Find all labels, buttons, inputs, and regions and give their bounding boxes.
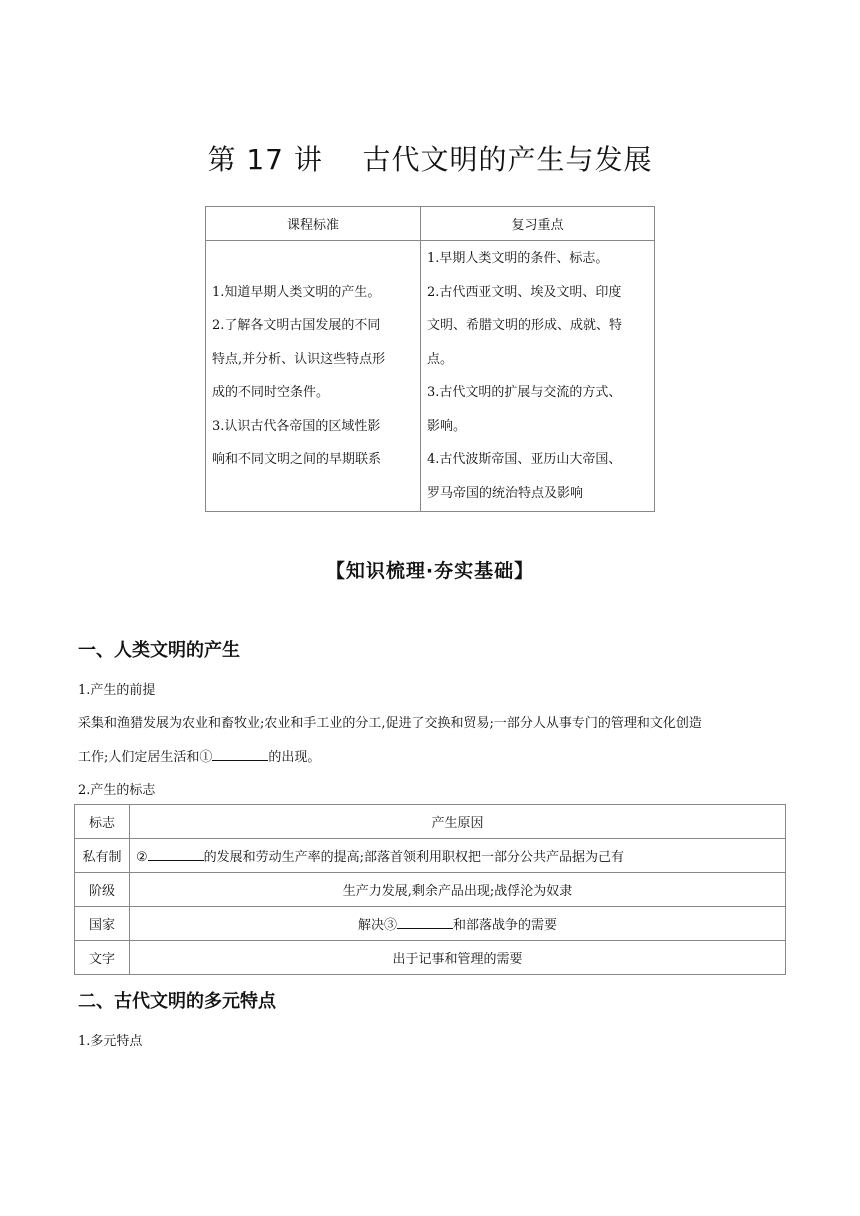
fill-blank-3[interactable] [397,916,453,929]
section-heading-1: 一、人类文明的产生 [78,640,240,661]
review-line: 2.古代西亚文明、埃及文明、印度 [427,284,622,300]
standards-line: 响和不同文明之间的早期联系 [212,452,382,467]
review-line: 影响。 [427,418,467,434]
page-title: 第 17 讲 古代文明的产生与发展 [207,143,653,176]
civilization-signs-table [74,804,786,975]
row-cause: 生产力发展,剩余产品出现;战俘沦为奴隶 [130,873,786,907]
table-row [75,941,786,975]
fill-blank-2[interactable] [148,848,204,861]
standards-line: 成的不同时空条件。 [212,385,330,400]
premise-paragraph-line: 工作;人们定居生活和① 的出现。 [78,750,321,765]
standards-line: 3.认识古代各帝国的区域性影 [212,418,381,434]
row-label: 国家 [75,907,130,941]
review-points-cell [421,241,655,512]
table-header-review-points: 复习重点 [421,207,655,241]
row-cause: ② 的发展和劳动生产率的提高;部落首领利用职权把一部分公共产品据为己有 [130,839,786,873]
item-title-signs: 2.产生的标志 [78,783,156,798]
review-line: 4.古代波斯帝国、亚历山大帝国、 [427,452,622,467]
item-title-diverse: 1.多元特点 [78,1034,143,1049]
header-cause: 产生原因 [130,805,786,839]
header-sign: 标志 [75,805,130,839]
standards-cell [206,241,421,512]
row-label: 阶级 [75,873,130,907]
premise-paragraph-line: 采集和渔猎发展为农业和畜牧业;农业和手工业的分工,促进了交换和贸易;一部分人从事专门的管理和文化创造 [78,716,702,731]
row-cause: 解决③ 和部落战争的需要 [130,907,786,941]
table-header-standards: 课程标准 [206,207,421,241]
review-line: 1.早期人类文明的条件、标志。 [427,251,609,266]
fill-blank-1[interactable] [212,748,268,761]
review-line: 点。 [427,351,454,367]
review-line: 3.古代文明的扩展与交流的方式、 [427,385,622,400]
item-title-premise: 1.产生的前提 [78,683,156,698]
table-row [75,805,786,839]
curriculum-standards-table [205,206,655,512]
table-row [75,907,786,941]
standards-line: 2.了解各文明古国发展的不同 [212,318,381,333]
row-label: 文字 [75,941,130,975]
knowledge-section-banner: 【知识梳理·夯实基础】 [325,560,535,582]
table-row [75,839,786,873]
section-heading-2: 二、古代文明的多元特点 [78,991,276,1012]
row-label: 私有制 [75,839,130,873]
row-cause: 出于记事和管理的需要 [130,941,786,975]
review-line: 罗马帝国的统治特点及影响 [427,485,584,501]
standards-line: 1.知道早期人类文明的产生。 [212,284,381,300]
table-row [75,873,786,907]
review-line: 文明、希腊文明的形成、成就、特 [427,318,623,333]
standards-line: 特点,并分析、认识这些特点形 [212,351,386,367]
